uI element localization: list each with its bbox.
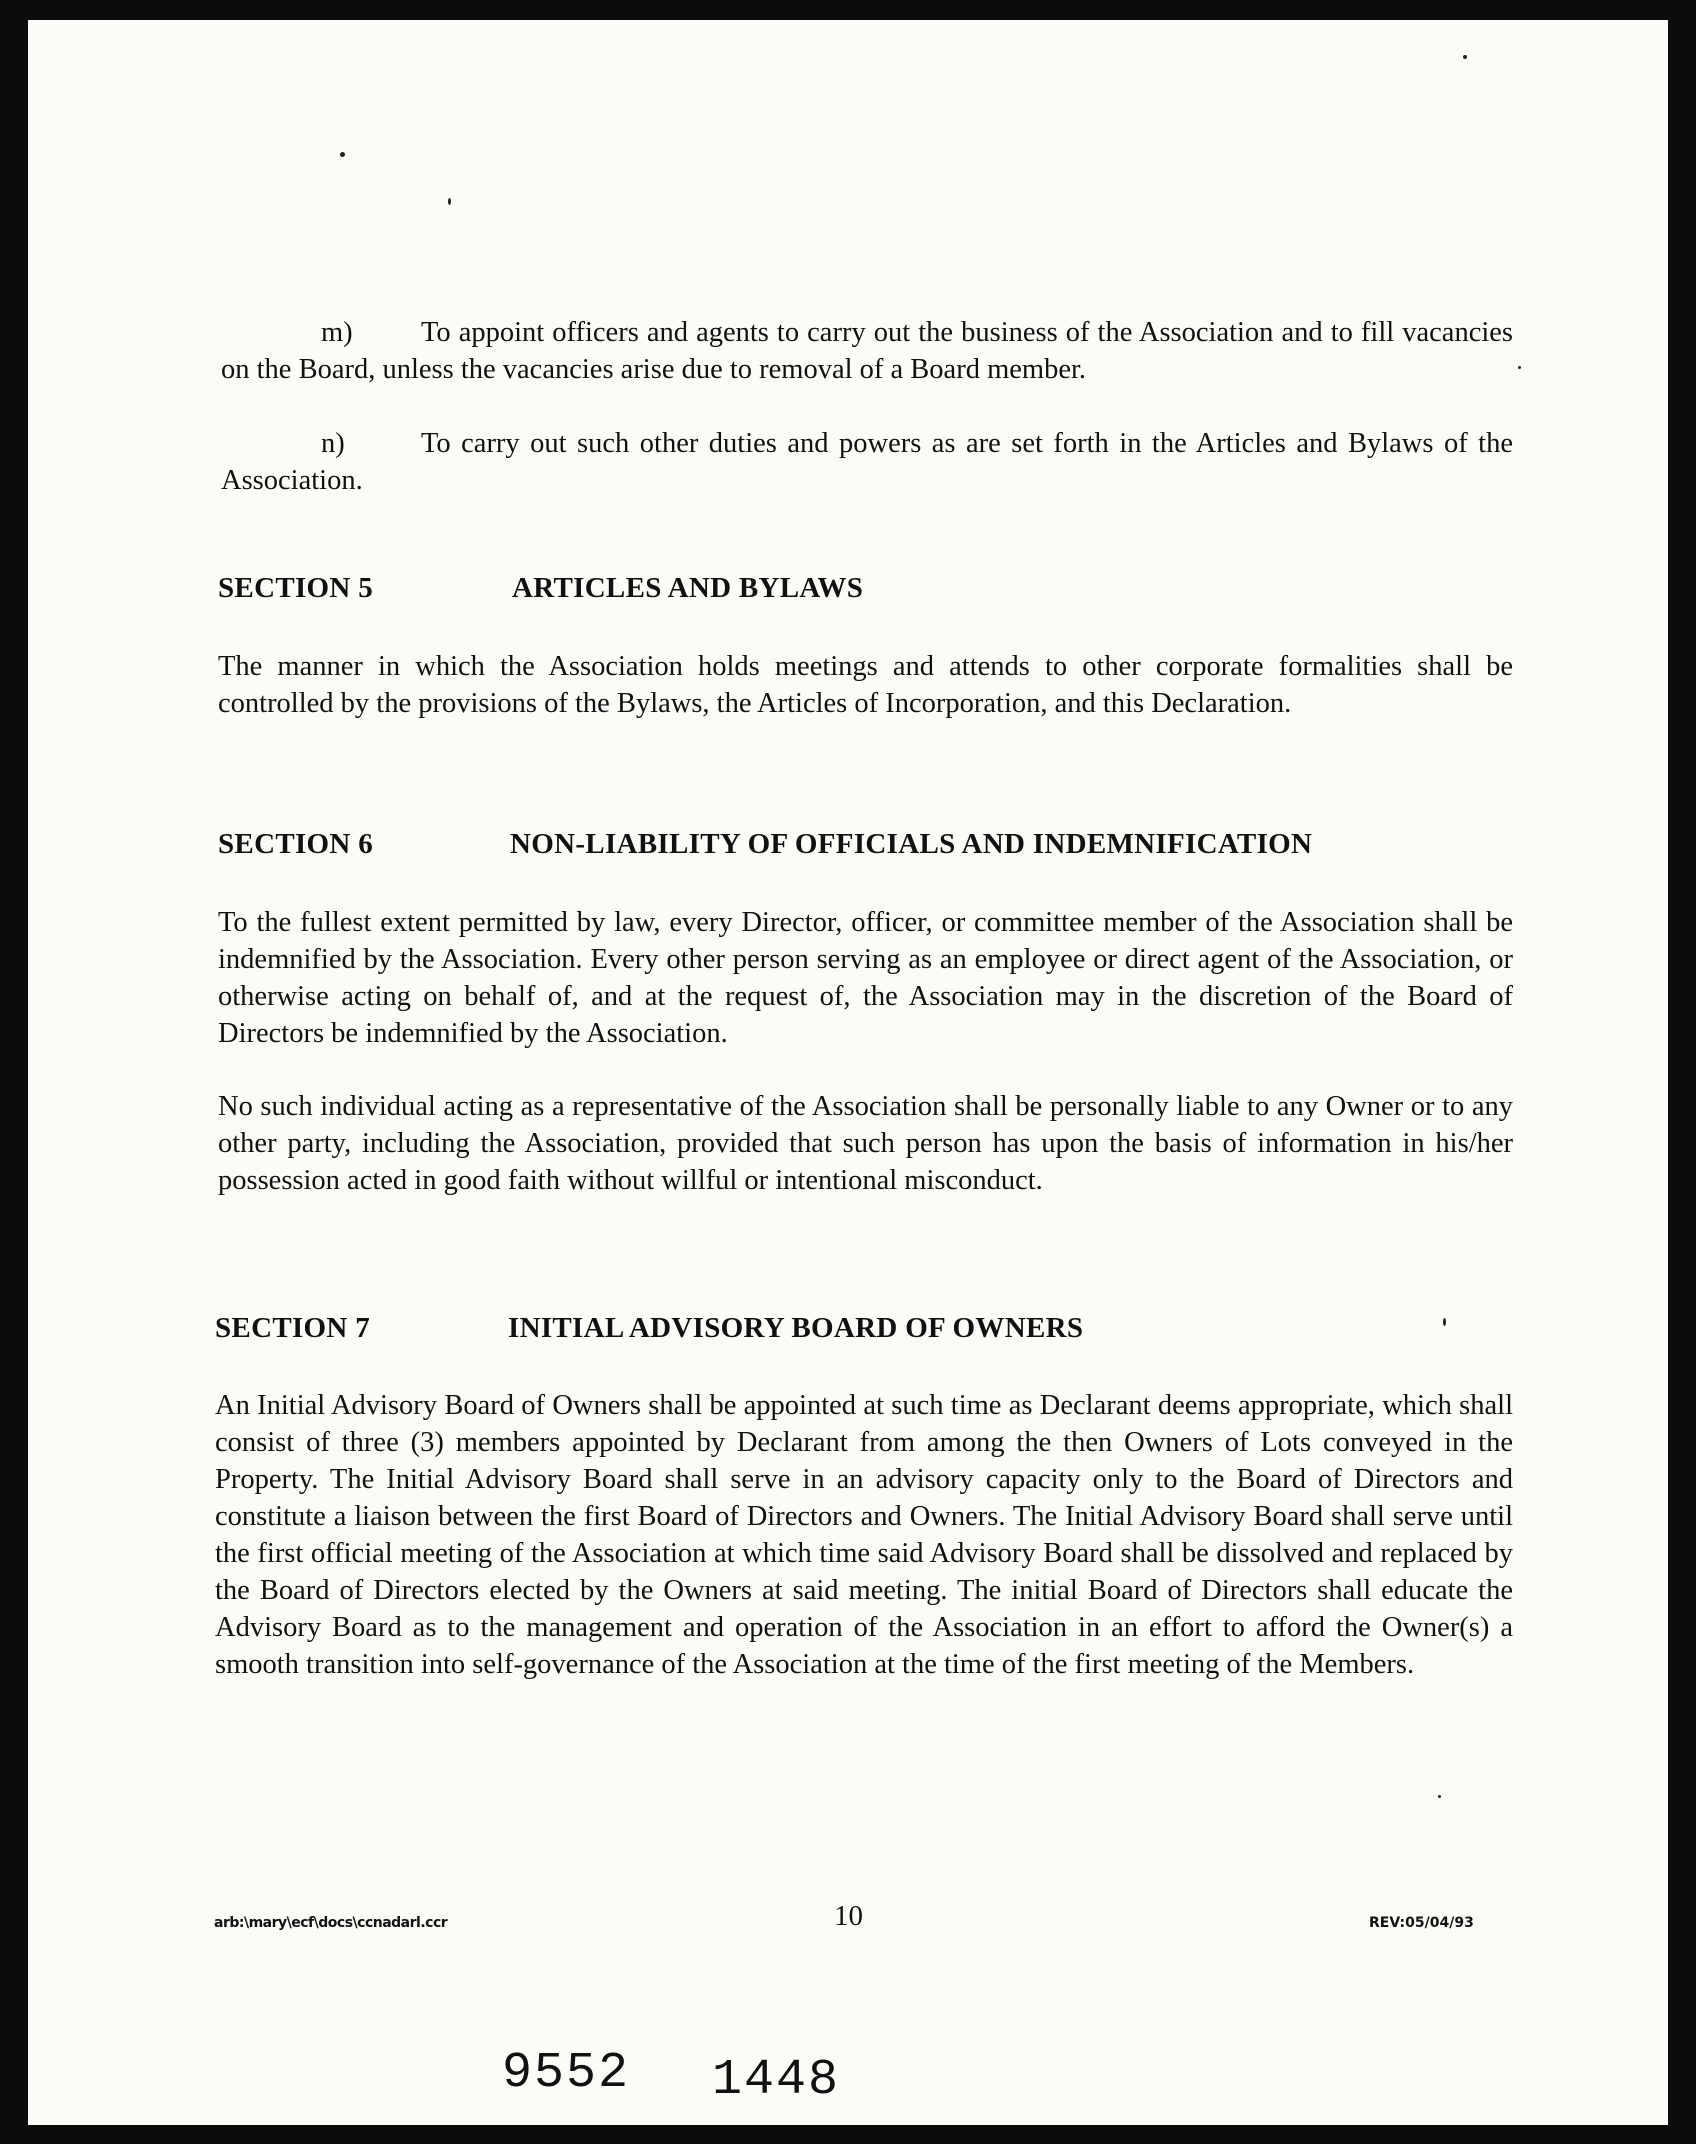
footer-revision: REV:05/04/93 xyxy=(1369,1915,1474,1931)
section-6-title: NON-LIABILITY OF OFFICIALS AND INDEMNIFICATION xyxy=(510,828,1313,860)
section-7-number: SECTION 7 xyxy=(215,1312,370,1344)
item-n-label: n) xyxy=(321,428,345,459)
section-6-paragraph-1: To the fullest extent permitted by law, every Director, officer, or committee member of the Association shall be indemnified by the Association. Every other person serving as an employee or direct agent of the Association, or otherwise acting on behalf of, and at the request of, the Association may in the discretion of the Board of Directors be indemnified by the Association. xyxy=(218,907,1513,1049)
footer-page-number: 10 xyxy=(834,1900,863,1932)
document-page xyxy=(28,20,1668,2125)
footer-file-path: arb:\mary\ecf\docs\ccnadarl.ccr xyxy=(214,1915,448,1931)
item-m xyxy=(221,314,1513,388)
stamp-page-number: 1448 xyxy=(712,2052,841,2109)
scan-speck xyxy=(1438,1795,1441,1798)
section-7-title: INITIAL ADVISORY BOARD OF OWNERS xyxy=(508,1312,1084,1344)
section-7-paragraph: An Initial Advisory Board of Owners shall be appointed at such time as Declarant deems appropriate, which shall consist of three (3) members appointed by Declarant from among the then Owners of Lots conveyed in the Property. The Initial Advisory Board shall serve in an advisory capacity only to the Board of Directors and constitute a liaison between the first Board of Directors and Owners. The Initial Advisory Board shall serve until the first official meeting of the Association at which time said Advisory Board shall be dissolved and replaced by the Board of Directors elected by the Owners at said meeting. The initial Board of Directors shall educate the Advisory Board as to the management and operation of the Association in an effort to afford the Owner(s) a smooth transition into self-governance of the Association at the time of the first meeting of the Members. xyxy=(215,1390,1513,1680)
item-m-text: To appoint officers and agents to carry out the business of the Association and to fill vacancies on the Board, unless the vacancies arise due to removal of a Board member. xyxy=(221,317,1513,385)
scan-speck xyxy=(448,198,451,205)
section-6-number: SECTION 6 xyxy=(218,828,373,860)
scan-speck xyxy=(1463,55,1467,59)
scan-speck xyxy=(1443,1318,1446,1326)
section-5-title: ARTICLES AND BYLAWS xyxy=(512,572,864,604)
stamp-book-number: 9552 xyxy=(502,2045,631,2102)
section-5-number: SECTION 5 xyxy=(218,572,373,604)
section-5-paragraph: The manner in which the Association holds meetings and attends to other corporate formalities shall be controlled by the provisions of the Bylaws, the Articles of Incorporation, and this Declaration. xyxy=(218,651,1513,719)
item-n xyxy=(221,425,1513,499)
item-m-label: m) xyxy=(321,317,353,348)
section-6-paragraph-2: No such individual acting as a representative of the Association shall be personally liable to any Owner or to any other party, including the Association, provided that such person has upon the basis of information in his/her possession acted in good faith without willful or intentional misconduct. xyxy=(218,1091,1513,1196)
item-n-text: To carry out such other duties and powers as are set forth in the Articles and Bylaws of the Association. xyxy=(221,428,1513,496)
scan-speck xyxy=(340,152,345,157)
scan-speck xyxy=(1518,366,1521,369)
